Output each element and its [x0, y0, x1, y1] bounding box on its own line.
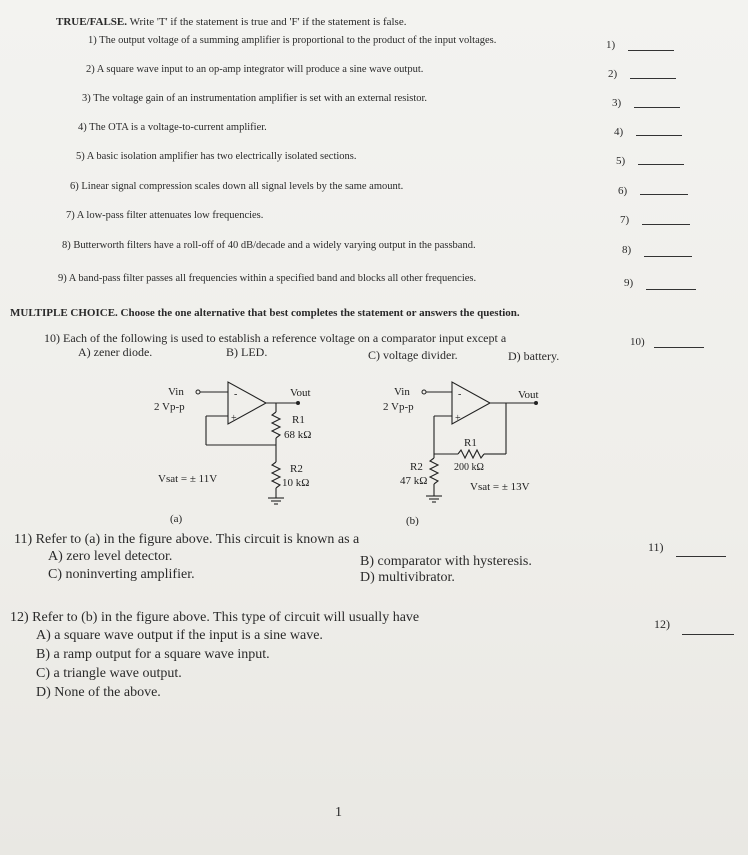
circuit-a-minus-label: - — [234, 389, 238, 400]
tf-num-2: 2) — [608, 68, 618, 80]
tf-num-8: 8) — [622, 244, 632, 256]
q10-option-b[interactable]: B) LED. — [226, 345, 268, 359]
mc-header — [10, 307, 520, 319]
q10-option-d[interactable]: D) battery. — [508, 349, 560, 363]
q12-option-b[interactable]: B) a ramp output for a square wave input. — [36, 647, 270, 662]
circuit-b-vsat-label: Vsat = ± 13V — [470, 481, 530, 493]
tf-header — [56, 16, 406, 28]
tf-answer-9[interactable] — [646, 289, 696, 290]
q11-num: 11) — [648, 540, 664, 554]
tf-item-1: 1) The output voltage of a summing amplifier is proportional to the product of the input voltages. — [88, 35, 497, 46]
tf-num-1: 1) — [606, 39, 616, 51]
tf-answer-8[interactable] — [644, 256, 692, 257]
circuit-b-diagram — [380, 376, 570, 526]
q12-option-d[interactable]: D) None of the above. — [36, 685, 161, 700]
tf-answer-2[interactable] — [630, 78, 676, 79]
q11-option-a[interactable]: A) zero level detector. — [48, 549, 173, 564]
tf-item-6: 6) Linear signal compression scales down all signal levels by the same amount. — [70, 181, 404, 192]
circuit-b-r2-label: R2 — [410, 461, 423, 473]
q10-num: 10) — [630, 336, 645, 348]
tf-num-4: 4) — [614, 126, 624, 138]
q10-text: 10) Each of the following is used to establish a reference voltage on a comparator input except a — [44, 331, 507, 345]
tf-item-7: 7) A low-pass filter attenuates low frequencies. — [66, 210, 264, 221]
circuit-b-minus-label: - — [458, 389, 462, 400]
circuit-b-r1-value: 200 kΩ — [454, 462, 484, 473]
tf-heading: TRUE/FALSE. — [56, 16, 128, 28]
circuit-b-r1-label: R1 — [464, 437, 477, 449]
q12-text: 12) Refer to (b) in the figure above. This type of circuit will usually have — [10, 610, 420, 625]
circuit-a-r2-resistor — [272, 462, 280, 488]
circuit-b-caption: (b) — [406, 515, 419, 526]
q11-option-c[interactable]: C) noninverting amplifier. — [48, 567, 195, 582]
circuit-b-vin-label: Vin — [394, 386, 410, 398]
q11-text: 11) Refer to (a) in the figure above. This circuit is known as a — [14, 532, 360, 547]
circuit-a-caption: (a) — [170, 513, 183, 525]
q11-answer[interactable] — [676, 556, 726, 557]
q10-option-c[interactable]: C) voltage divider. — [368, 348, 458, 362]
tf-item-3: 3) The voltage gain of an instrumentation amplifier is set with an external resistor. — [82, 93, 428, 104]
tf-answer-3[interactable] — [634, 107, 680, 108]
circuit-b-vpp-label: 2 Vp-p — [383, 401, 414, 413]
circuit-b-r2-value: 47 kΩ — [400, 475, 428, 487]
tf-answer-6[interactable] — [640, 194, 688, 195]
circuit-a-r1-label: R1 — [292, 414, 305, 426]
q12-option-a[interactable]: A) a square wave output if the input is a sine wave. — [36, 628, 323, 643]
tf-answer-4[interactable] — [636, 135, 682, 136]
tf-answer-5[interactable] — [638, 164, 684, 165]
tf-answer-1[interactable] — [628, 50, 674, 51]
q12-answer[interactable] — [682, 634, 734, 635]
tf-num-6: 6) — [618, 185, 628, 197]
circuit-b-vout-label: Vout — [518, 389, 539, 401]
q10-answer[interactable] — [654, 347, 704, 348]
tf-instruction: Write 'T' if the statement is true and 'F' if the statement is false. — [127, 16, 407, 28]
mc-instruction: Choose the one alternative that best completes the statement or answers the question. — [117, 307, 520, 319]
q10-option-a[interactable]: A) zener diode. — [78, 345, 153, 359]
tf-num-3: 3) — [612, 97, 622, 109]
tf-num-5: 5) — [616, 155, 626, 167]
tf-answer-7[interactable] — [642, 224, 690, 225]
tf-item-9: 9) A band-pass filter passes all frequencies within a specified band and blocks all other frequencies. — [58, 273, 477, 284]
circuit-a-r2-label: R2 — [290, 463, 303, 475]
mc-heading: MULTIPLE CHOICE. — [10, 307, 118, 319]
circuit-a-diagram — [150, 376, 340, 526]
circuit-a-vpp-label: 2 Vp-p — [154, 401, 185, 413]
tf-item-8: 8) Butterworth filters have a roll-off of 40 dB/decade and a widely varying output in the passband. — [62, 240, 476, 251]
q11-option-b[interactable]: B) comparator with hysteresis. — [360, 554, 532, 569]
circuit-a-r1-value: 68 kΩ — [284, 429, 312, 441]
tf-item-5: 5) A basic isolation amplifier has two electrically isolated sections. — [76, 151, 357, 162]
tf-item-4: 4) The OTA is a voltage-to-current amplifier. — [78, 122, 267, 133]
circuit-a-plus-label: + — [231, 413, 237, 424]
circuit-a-r1-resistor — [272, 412, 280, 438]
circuit-a-vout-label: Vout — [290, 387, 311, 399]
page-number: 1 — [335, 805, 342, 820]
circuit-a-vsat-label: Vsat = ± 11V — [158, 473, 218, 485]
q12-num: 12) — [654, 617, 670, 631]
tf-num-9: 9) — [624, 277, 634, 289]
q12-option-c[interactable]: C) a triangle wave output. — [36, 666, 182, 681]
tf-item-2: 2) A square wave input to an op-amp integrator will produce a sine wave output. — [86, 64, 424, 75]
circuit-a-r2-value: 10 kΩ — [282, 477, 310, 489]
circuit-b-r1-resistor — [458, 450, 484, 458]
tf-num-7: 7) — [620, 214, 630, 226]
circuit-b-r2-resistor — [430, 458, 438, 484]
q11-option-d[interactable]: D) multivibrator. — [360, 570, 455, 585]
circuit-a-vin-label: Vin — [168, 386, 184, 398]
circuit-b-plus-label: + — [455, 413, 461, 424]
